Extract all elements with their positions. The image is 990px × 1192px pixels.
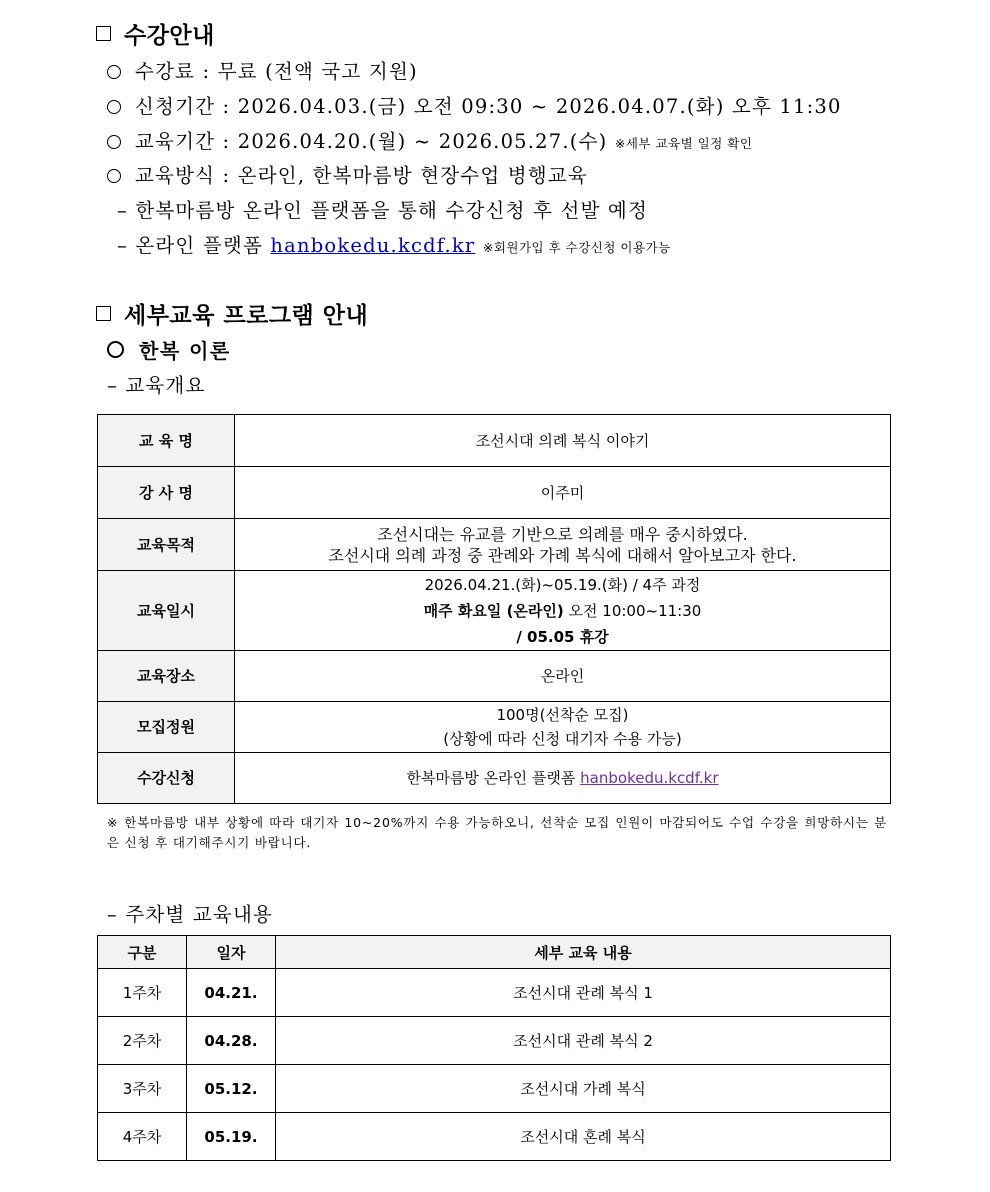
- row-label: 교육장소: [98, 651, 235, 702]
- instructor-name: 이주미: [235, 467, 891, 519]
- place-value: 온라인: [235, 651, 891, 702]
- schedule-cell: 2026.04.21.(화)~05.19.(화) / 4주 과정 매주 화요일 (온라인) 오전 10:00~11:30 / 05.05 휴강: [235, 571, 891, 651]
- schedule-note: ※세부 교육별 일정 확인: [614, 136, 753, 151]
- section-title-program: 세부교육 프로그램 안내: [96, 297, 368, 330]
- application-period-line: 신청기간 : 2026.04.03.(금) 오전 09:30 ~ 2026.04.07.(화) 오후 11:30: [107, 91, 842, 119]
- selection-note-line: – 한복마름방 온라인 플랫폼을 통해 수강신청 후 선발 예정: [117, 199, 649, 222]
- circle-bullet-icon: [107, 135, 121, 149]
- table-row: [98, 651, 891, 702]
- table-row: 4주차 05.19. 조선시대 혼례 복식: [98, 1113, 891, 1161]
- table-row: [98, 702, 891, 753]
- table-row: [98, 415, 891, 467]
- capacity-cell: 100명(선착순 모집) (상황에 따라 신청 대기자 수용 가능): [235, 702, 891, 753]
- checkbox-square-icon: [96, 26, 111, 41]
- table-row: 2주차 04.28. 조선시대 관례 복식 2: [98, 1017, 891, 1065]
- table-row: [98, 519, 891, 571]
- circle-bullet-icon: [107, 341, 124, 358]
- subtitle-hanbok-theory: 한복 이론: [107, 335, 231, 364]
- table-header-row: [98, 936, 891, 969]
- circle-bullet-icon: [107, 100, 121, 114]
- education-method-line: 교육방식 : 온라인, 한복마름방 현장수업 병행교육: [107, 160, 588, 188]
- fee-line: 수강료 : 무료 (전액 국고 지원): [107, 56, 418, 84]
- row-label: 교육목적: [98, 519, 235, 571]
- course-name: 조선시대 의례 복식 이야기: [235, 415, 891, 467]
- row-label: 강 사 명: [98, 467, 235, 519]
- overview-table: [97, 414, 891, 804]
- table-row: 1주차 04.21. 조선시대 관례 복식 1: [98, 969, 891, 1017]
- row-label: 교육일시: [98, 571, 235, 651]
- header-week: 구분: [98, 936, 187, 969]
- overview-label: – 교육개요: [107, 374, 206, 397]
- row-label: 모집정원: [98, 702, 235, 753]
- waitlist-note: ※ 한복마름방 내부 상황에 따라 대기자 10~20%까지 수용 가능하오니, 선착순 모집 인원이 마감되어도 수업 수강을 희망하시는 분은 신청 후 대기해주시기 바랍니다.: [107, 815, 887, 850]
- education-period-line: 교육기간 : 2026.04.20.(월) ~ 2026.05.27.(수) ※세부 교육별 일정 확인: [107, 126, 752, 154]
- signup-note: ※회원가입 후 수강신청 이용가능: [482, 240, 671, 255]
- table-row: 3주차 05.12. 조선시대 가례 복식: [98, 1065, 891, 1113]
- checkbox-square-icon: [96, 306, 111, 321]
- table-row: [98, 753, 891, 804]
- table-row: [98, 571, 891, 651]
- table-row: [98, 467, 891, 519]
- header-content: 세부 교육 내용: [276, 936, 891, 969]
- apply-cell: 한복마름방 온라인 플랫폼 hanbokedu.kcdf.kr: [235, 753, 891, 804]
- circle-bullet-icon: [107, 169, 121, 183]
- header-date: 일자: [187, 936, 276, 969]
- platform-link[interactable]: hanbokedu.kcdf.kr: [270, 234, 476, 257]
- weekly-table: [97, 935, 891, 1161]
- weekly-label: – 주차별 교육내용: [107, 903, 274, 926]
- purpose-cell: 조선시대는 유교를 기반으로 의례를 매우 중시하였다. 조선시대 의례 과정 중 관례와 가례 복식에 대해서 알아보고자 한다.: [235, 519, 891, 571]
- circle-bullet-icon: [107, 65, 121, 79]
- apply-link[interactable]: hanbokedu.kcdf.kr: [580, 769, 719, 787]
- platform-line: – 온라인 플랫폼 hanbokedu.kcdf.kr ※회원가입 후 수강신청 이용가능: [117, 234, 671, 257]
- section-title-enrollment: 수강안내: [96, 17, 215, 50]
- row-label: 교 육 명: [98, 415, 235, 467]
- row-label: 수강신청: [98, 753, 235, 804]
